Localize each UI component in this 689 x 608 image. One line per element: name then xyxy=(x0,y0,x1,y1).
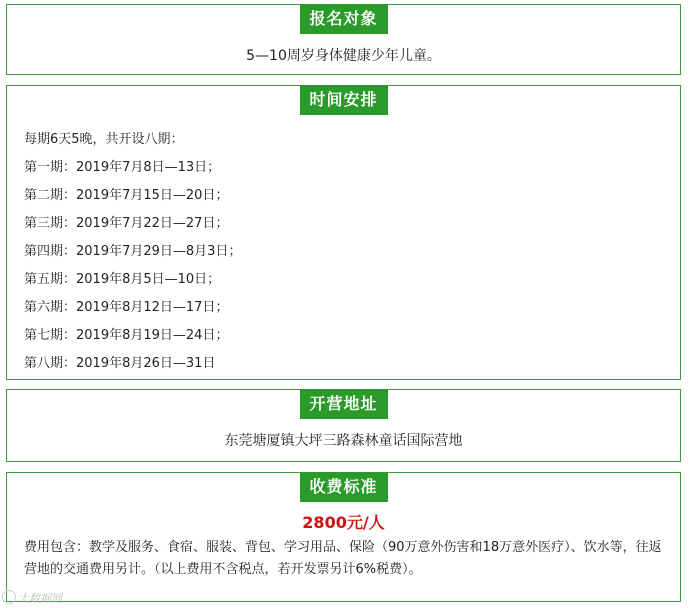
schedule-item: 第六期：2019年8月12日—17日； xyxy=(24,300,229,315)
schedule-item: 第二期：2019年7月15日—20日； xyxy=(24,188,229,203)
watermark xyxy=(2,590,62,606)
schedule-item: 第三期：2019年7月22日—27日； xyxy=(24,216,229,231)
schedule-item: 第八期：2019年8月26日—31日 xyxy=(24,356,216,371)
section-schedule xyxy=(6,85,681,380)
section-address-title: 开营地址 xyxy=(299,389,387,419)
section-fees-title: 收费标准 xyxy=(299,472,387,502)
schedule-list xyxy=(24,126,241,378)
schedule-item: 第一期：2019年7月8日—13日； xyxy=(24,160,221,175)
fee-details: 费用包含：教学及服务、食宿、服装、背包、学习用品、保险（90万意外伤害和18万意外医疗）、饮水等，往返营地的交通费用另计。（以上费用不含税点，若开发票另计6%税费）。 xyxy=(24,540,662,577)
section-target-title: 报名对象 xyxy=(299,4,387,34)
section-fees xyxy=(6,472,681,602)
fee-price: 2800元/人 xyxy=(302,513,385,532)
section-address-text: 东莞塘厦镇大坪三路森林童话国际营地 xyxy=(224,433,463,449)
watermark-text: 大数据网 xyxy=(18,592,62,605)
section-target xyxy=(6,4,681,75)
schedule-item: 第五期：2019年8月5日—10日； xyxy=(24,272,221,287)
schedule-item: 第四期：2019年7月29日—8月3日； xyxy=(24,244,242,259)
section-target-text: 5—10周岁身体健康少年儿童。 xyxy=(246,48,441,64)
schedule-intro: 每期6天5晚，共开设八期： xyxy=(24,132,184,147)
section-address xyxy=(6,389,681,462)
schedule-item: 第七期：2019年8月19日—24日； xyxy=(24,328,229,343)
watermark-logo-icon xyxy=(2,590,16,604)
section-schedule-title: 时间安排 xyxy=(299,85,387,115)
